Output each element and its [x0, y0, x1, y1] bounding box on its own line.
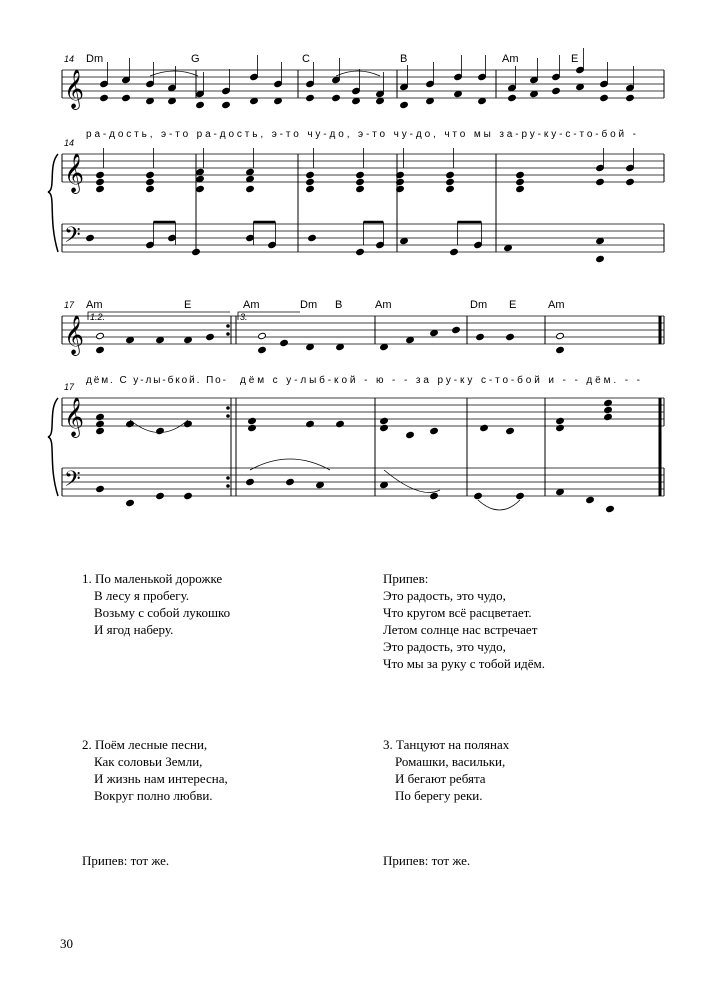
bass-2-note [184, 492, 193, 499]
voice-2-note [556, 346, 565, 353]
chord-am-3: Am [243, 299, 260, 311]
voice-2-note [430, 329, 439, 336]
voice-1-note [222, 101, 231, 108]
chorus-line-3: Летом солнце нас встречает [383, 622, 538, 637]
voice-1-note [426, 97, 435, 104]
verse-1-line-3: Возьму с собой лукошко [94, 605, 231, 620]
piano-1-note [246, 168, 255, 175]
repeat-dot [226, 332, 230, 336]
piano-1-note [356, 178, 365, 185]
notes [86, 48, 635, 513]
voice-1-note [552, 73, 561, 80]
bass-2-note [606, 505, 615, 512]
bass-1-note [268, 241, 277, 248]
staff-lines [48, 70, 664, 496]
piano-1-note [306, 171, 315, 178]
piano-2-note [248, 424, 257, 431]
chorus-title: Припев: [383, 571, 429, 586]
measure-number-17: 17 [64, 300, 75, 310]
treble-clef-piano-1: 𝄞 [64, 154, 85, 192]
verse-3-line-2: Ромашки, васильки, [395, 754, 506, 769]
verse-2-line-1: 2. Поём лесные песни, [82, 737, 208, 752]
voice-1-note [600, 94, 609, 101]
piano-1-note [596, 178, 605, 185]
chord-am-5: Am [548, 299, 565, 311]
voice-2-note [306, 343, 315, 350]
voice-1-note [530, 76, 539, 83]
chorus-reference-left: Припев: тот же. [82, 853, 170, 868]
voice-1-note [352, 87, 361, 94]
voice-2-note [258, 346, 267, 353]
voice-1-note [400, 101, 409, 108]
measure-number-14-piano: 14 [64, 138, 75, 148]
bass-1-note [474, 241, 483, 248]
chord-dm-2: Dm [300, 299, 318, 311]
voice-2-half-note [258, 332, 267, 339]
chord-am: Am [502, 53, 519, 65]
voice-1-note [122, 76, 131, 83]
verse-1-line-1: 1. По маленькой дорожке [82, 571, 223, 586]
piano-1-note [446, 171, 455, 178]
voice-1-note [576, 83, 585, 90]
voice-2-note [406, 336, 415, 343]
piano-2-note [556, 417, 565, 424]
piano-1-note [146, 185, 155, 192]
bass-1-note [504, 244, 513, 251]
bass-2-note [156, 492, 165, 499]
piano-1-note [306, 185, 315, 192]
voice-1-note [196, 101, 205, 108]
verse-3-line-3: И бегают ребята [395, 771, 486, 786]
voice-1-note [600, 80, 609, 87]
piano-1-note [246, 185, 255, 192]
bass-2-note [96, 485, 105, 492]
voice-2-note [336, 343, 345, 350]
lyrics-system1: ра-дость, э-то ра-дость, э-то чу-до, э-то чу-до, что мы за-ру-ку-с-то-бой - [86, 129, 637, 140]
voice-2-note [280, 339, 289, 346]
tie-2 [336, 71, 380, 76]
piano-1-note [446, 178, 455, 185]
bass-1-note [356, 248, 365, 255]
voice-1-note [332, 94, 341, 101]
chorus [383, 570, 545, 672]
piano-2-note [336, 420, 345, 427]
chord-am-2: Am [86, 299, 103, 311]
bass-2-note [474, 492, 483, 499]
voice-1-note [196, 90, 205, 97]
voice-1-note [352, 97, 361, 104]
voice-1-note [552, 87, 561, 94]
lyrics-system2-b: дём с у-лыб-кой - ю - - за ру-ку с-то-бой и - - дём. - - [240, 375, 640, 386]
brace-2 [48, 398, 58, 496]
voice-1-note [426, 80, 435, 87]
voice-2-note [96, 346, 105, 353]
brace-1 [48, 154, 58, 252]
piano-1-note [516, 185, 525, 192]
piano-1-note [626, 178, 635, 185]
piano-1-note [516, 171, 525, 178]
voice-1-note [222, 87, 231, 94]
bass-2-note [126, 499, 135, 506]
slur-4 [478, 500, 520, 510]
piano-2-note [96, 420, 105, 427]
chord-dm-3: Dm [470, 299, 488, 311]
chord-c: C [302, 53, 310, 65]
voice-2-note [476, 333, 485, 340]
measure-number-14: 14 [64, 54, 75, 64]
voice-2-note [206, 333, 215, 340]
repeat-dot [226, 414, 230, 418]
piano-2-note [506, 427, 515, 434]
bass-1-note [168, 234, 177, 241]
repeat-dot [226, 484, 230, 488]
voice-1-note [168, 84, 177, 91]
bass-2-note [286, 478, 295, 485]
piano-1-note [246, 175, 255, 182]
bass-2-note [430, 492, 439, 499]
voice-1-note [576, 66, 585, 73]
piano-1-note [356, 171, 365, 178]
chord-am-4: Am [375, 299, 392, 311]
voice-1-note [274, 97, 283, 104]
page-number: 30 [60, 936, 73, 951]
voice-1-note [376, 90, 385, 97]
piano-2-note [156, 427, 165, 434]
piano-2-note [430, 427, 439, 434]
bass-2-note [556, 488, 565, 495]
voice-2-note [184, 336, 193, 343]
repeat-dot [226, 324, 230, 328]
voice-1-note [100, 80, 109, 87]
volta-1-2: 1.2. [90, 312, 106, 322]
verse-1-line-2: В лесу я пробегу. [94, 588, 190, 603]
voice-2-note [156, 336, 165, 343]
bass-2-note [316, 481, 325, 488]
verse-1-line-4: И ягод наберу. [94, 622, 174, 637]
piano-2-note [96, 413, 105, 420]
voice-1-note [478, 97, 487, 104]
voice-1-note [168, 97, 177, 104]
bass-1-note [192, 248, 201, 255]
repeat-dot [226, 476, 230, 480]
bass-1-note [246, 234, 255, 241]
piano-1-note [146, 178, 155, 185]
tie-1 [150, 71, 198, 76]
bass-2-note [586, 496, 595, 503]
piano-2-note [380, 424, 389, 431]
voice-1-note [530, 90, 539, 97]
voice-2-half-note [96, 332, 105, 339]
piano-1-note [96, 178, 105, 185]
voice-1-note [478, 73, 487, 80]
chord-b-2: B [335, 299, 343, 311]
verse-2-line-3: И жизнь нам интересна, [94, 771, 228, 786]
verse-3-line-4: По берегу реки. [395, 788, 483, 803]
piano-1-note [516, 178, 525, 185]
bass-2-note [246, 478, 255, 485]
voice-1-note [508, 84, 517, 91]
voice-1-note [626, 84, 635, 91]
piano-2-note [604, 406, 613, 413]
voice-1-note [100, 94, 109, 101]
volta-3: 3. [240, 312, 248, 322]
voice-1-note [122, 94, 131, 101]
bass-clef-1: 𝄢 [64, 222, 81, 252]
piano-2-note [96, 427, 105, 434]
voice-1-note [146, 97, 155, 104]
voice-1-note [454, 90, 463, 97]
piano-2-note [604, 399, 613, 406]
piano-1-note [306, 178, 315, 185]
verse-1 [82, 570, 230, 638]
piano-1-note [196, 168, 205, 175]
bass-1-note [450, 248, 459, 255]
treble-clef-voice-1: 𝄞 [64, 70, 85, 108]
chorus-reference-right: Припев: тот же. [383, 853, 471, 868]
chord-e-2: E [184, 299, 192, 311]
voice-1-note [306, 94, 315, 101]
bass-1-note [308, 234, 317, 241]
verse-2-line-4: Вокруг полно любви. [94, 788, 213, 803]
bass-1-note [86, 234, 95, 241]
lyrics-system2-a: дём. С у-лы-бкой. По- [86, 375, 226, 386]
bass-clef-2: 𝄢 [64, 466, 81, 496]
voice-2-note [380, 343, 389, 350]
piano-2-note [306, 420, 315, 427]
piano-2-note [406, 431, 415, 438]
chord-dm: Dm [86, 53, 104, 65]
piano-1-note [446, 185, 455, 192]
bass-2-note [380, 481, 389, 488]
piano-2-note [604, 413, 613, 420]
treble-clef-voice-2: 𝄞 [64, 316, 85, 354]
piano-2-note [126, 420, 135, 427]
chorus-line-4: Это радость, это чудо, [383, 639, 506, 654]
piano-2-note [556, 424, 565, 431]
repeat-dot [226, 406, 230, 410]
bass-1-note [596, 255, 605, 262]
chord-b: B [400, 53, 408, 65]
piano-1-note [196, 175, 205, 182]
voice-1-note [146, 80, 155, 87]
piano-1-note [356, 185, 365, 192]
chorus-line-5: Что мы за руку с тобой идём. [383, 656, 545, 671]
bass-2-note [516, 492, 525, 499]
verse-3 [383, 736, 509, 804]
piano-2-note [480, 424, 489, 431]
bass-1-note [400, 237, 409, 244]
voice-2-note [126, 336, 135, 343]
chord-e: E [571, 53, 579, 65]
voice-1-note [306, 80, 315, 87]
chord-e-3: E [509, 299, 517, 311]
voice-2-note [506, 333, 515, 340]
piano-1-note [196, 185, 205, 192]
bass-1-note [376, 241, 385, 248]
voice-1-note [400, 83, 409, 90]
verse-2-line-2: Как соловьи Земли, [94, 754, 203, 769]
voice-1-note [250, 97, 259, 104]
treble-clef-piano-2: 𝄞 [64, 398, 85, 436]
voice-1-note [274, 80, 283, 87]
bass-1-note [146, 241, 155, 248]
measure-number-17-piano: 17 [64, 382, 75, 392]
voice-1-note [332, 76, 341, 83]
piano-1-note [626, 164, 635, 171]
voice-2-note [452, 326, 461, 333]
voice-1-note [508, 94, 517, 101]
voice-2-whole-note [556, 332, 565, 339]
piano-2-note [380, 417, 389, 424]
voice-1-note [626, 94, 635, 101]
piano-1-note [146, 171, 155, 178]
voice-1-note [250, 73, 259, 80]
voice-1-note [376, 97, 385, 104]
piano-1-note [596, 164, 605, 171]
bass-1-note [596, 237, 605, 244]
verse-3-line-1: 3. Танцуют на полянах [383, 737, 510, 752]
piano-1-note [96, 185, 105, 192]
chorus-line-2: Что кругом всё расцветает. [383, 605, 532, 620]
chord-g: G [191, 53, 200, 65]
verse-2 [82, 736, 228, 804]
piano-1-note [96, 171, 105, 178]
piano-2-note [184, 420, 193, 427]
piano-2-note [248, 417, 257, 424]
chorus-line-1: Это радость, это чудо, [383, 588, 506, 603]
voice-1-note [454, 73, 463, 80]
